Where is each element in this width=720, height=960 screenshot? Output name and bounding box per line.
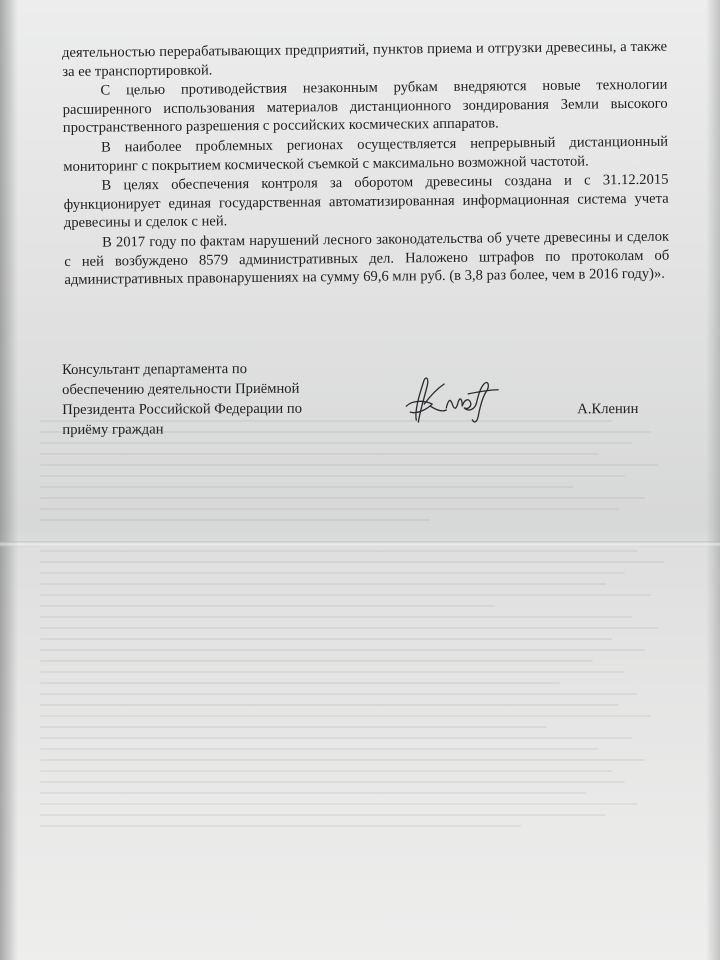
paragraph-remote-sensing: С целью противодействия незаконным рубкам внедряются новые технологии расширенного использования материалов дистанционного зондирования Земли высокого пространственного разрешения с российских космических аппаратов.	[62, 76, 668, 137]
position-line: Консультант департамента по	[62, 361, 248, 378]
right-edge-shadow	[706, 0, 720, 960]
paragraph-statistics-2017: В 2017 году по фактам нарушений лесного законодательства об учете древесины и сделок с ней возбуждено 8579 административных дел. Наложено штрафов по протоколам об административных правонарушениях на сумму 69,6 млн руб. (в 3,8 раз более, чем в 2016 году)».	[64, 228, 670, 289]
letter-body	[62, 38, 670, 291]
paragraph-continuation: деятельностью перерабатывающих предприятий, пунктов приема и отгрузки древесины, а также за ее транспортировкой.	[62, 38, 668, 80]
position-line: приёму граждан	[62, 421, 164, 438]
handwritten-signature	[402, 370, 502, 431]
position-line: обеспечению деятельности Приёмной	[62, 380, 300, 398]
signatory-position	[62, 359, 342, 440]
paper-fold-line	[0, 541, 720, 547]
position-line: Президента Российской Федерации по	[62, 400, 303, 418]
signature-block	[62, 357, 682, 440]
signatory-name: А.Кленин	[577, 400, 639, 418]
paragraph-monitoring: В наиболее проблемных регионах осуществляется непрерывный дистанционный мониторинг с покрытием космической съемкой с максимально возможной частотой.	[63, 133, 669, 175]
left-edge-shadow	[0, 0, 18, 960]
paragraph-information-system: В целях обеспечения контроля за оборотом древесины создана и с 31.12.2015 функционирует единая государственная автоматизированная информационная система учета древесины и сделок с ней.	[63, 171, 669, 232]
